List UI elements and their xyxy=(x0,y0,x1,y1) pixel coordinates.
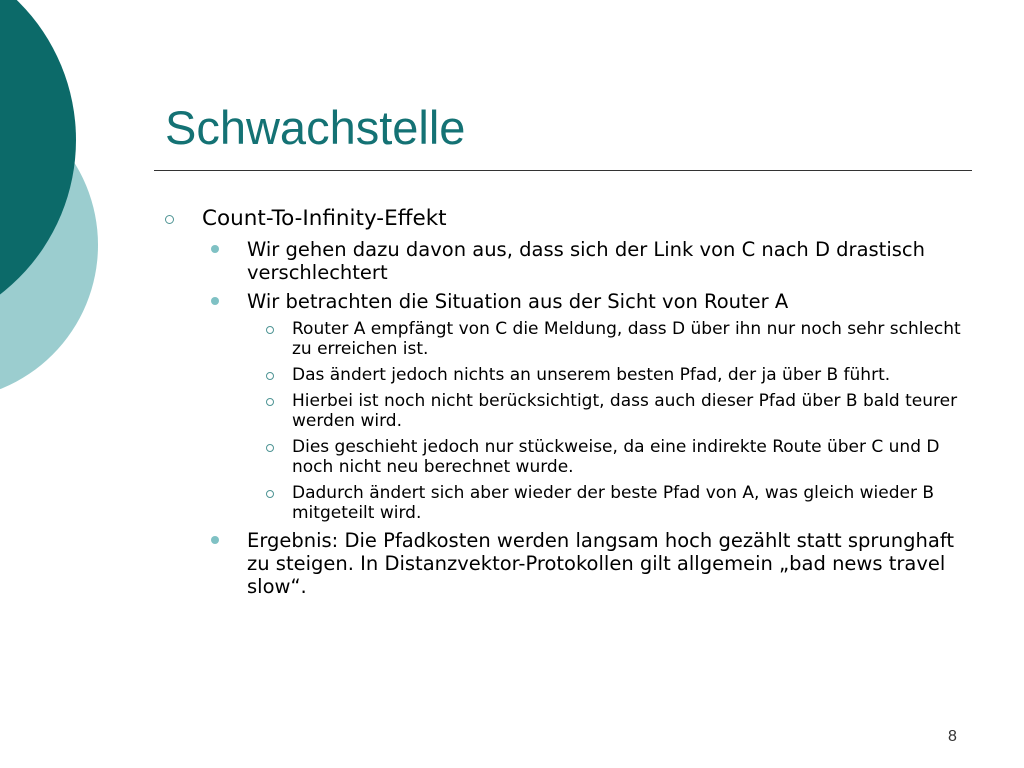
bullet-level1 xyxy=(165,206,975,232)
bullet-level3 xyxy=(266,483,975,523)
bullet-text: Wir gehen dazu davon aus, dass sich der Link von C nach D drastisch verschlechtert xyxy=(247,238,925,284)
filled-dot-bullet-icon xyxy=(211,297,219,305)
title-divider xyxy=(154,170,972,171)
hollow-circle-bullet-icon xyxy=(266,326,274,334)
bullet-text: Dies geschieht jedoch nur stückweise, da eine indirekte Route über C und D noch nicht neu berechnet wurde. xyxy=(292,437,940,477)
filled-dot-bullet-icon xyxy=(211,536,219,544)
bullet-level3 xyxy=(266,319,975,359)
hollow-circle-bullet-icon xyxy=(165,215,174,224)
filled-dot-bullet-icon xyxy=(211,245,219,253)
bullet-text: Wir betrachten die Situation aus der Sicht von Router A xyxy=(247,290,789,313)
bullet-text: Hierbei ist noch nicht berücksichtigt, dass auch dieser Pfad über B bald teurer werden wird. xyxy=(292,391,958,431)
hollow-circle-bullet-icon xyxy=(266,490,274,498)
bullet-level3 xyxy=(266,437,975,477)
hollow-circle-bullet-icon xyxy=(266,398,274,406)
bullet-text: Dadurch ändert sich aber wieder der beste Pfad von A, was gleich wieder B mitgeteilt wird. xyxy=(292,483,935,523)
slide-title: Schwachstelle xyxy=(165,101,466,154)
hollow-circle-bullet-icon xyxy=(266,372,274,380)
bullet-level2 xyxy=(211,290,975,313)
bullet-level3 xyxy=(266,365,975,385)
bullet-text: Ergebnis: Die Pfadkosten werden langsam hoch gezählt statt sprunghaft zu steigen. In Distanzvektor-Protokollen gilt allgemein „bad news travel slow“. xyxy=(247,529,954,598)
bullet-text: Das ändert jedoch nichts an unserem besten Pfad, der ja über B führt. xyxy=(292,365,891,385)
bullet-list xyxy=(165,206,975,598)
bullet-text: Count-To-Infinity-Effekt xyxy=(202,206,447,231)
hollow-circle-bullet-icon xyxy=(266,444,274,452)
bullet-level3 xyxy=(266,391,975,431)
bullet-level2 xyxy=(211,529,975,598)
page-number: 8 xyxy=(948,728,957,745)
bullet-level2 xyxy=(211,238,975,284)
bullet-text: Router A empfängt von C die Meldung, dass D über ihn nur noch sehr schlecht zu erreichen ist. xyxy=(292,319,961,359)
